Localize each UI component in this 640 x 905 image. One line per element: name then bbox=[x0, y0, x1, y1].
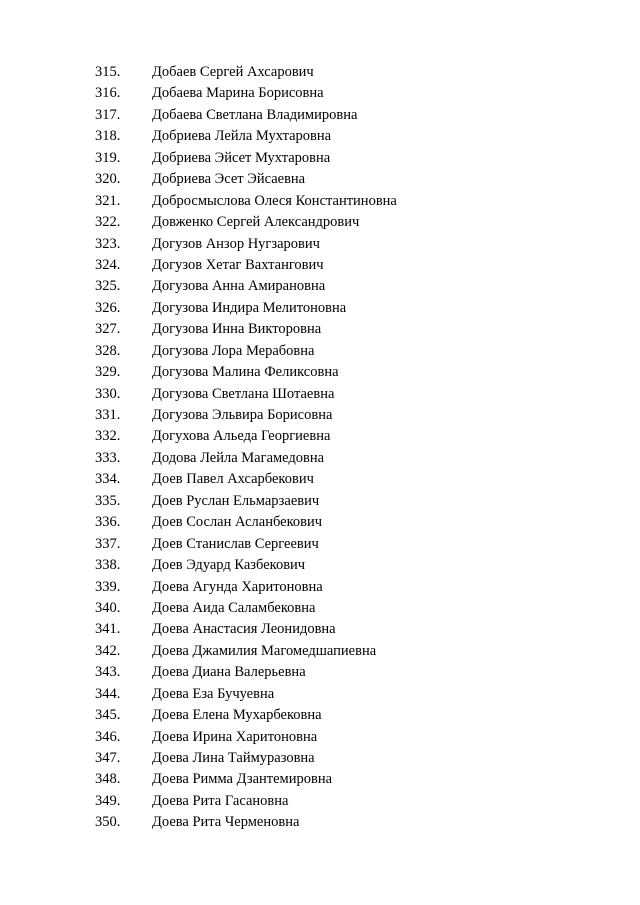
item-number: 318. bbox=[95, 128, 121, 145]
list-item bbox=[0, 791, 640, 812]
item-number: 332. bbox=[95, 428, 121, 445]
list-item bbox=[0, 727, 640, 748]
item-number: 345. bbox=[95, 707, 121, 724]
item-name: Добаева Марина Борисовна bbox=[152, 85, 324, 102]
list-item bbox=[0, 512, 640, 533]
item-name: Доева Агунда Харитоновна bbox=[152, 578, 323, 595]
item-name: Добросмыслова Олеся Константиновна bbox=[152, 192, 397, 209]
item-name: Добриева Эсет Эйсаевна bbox=[152, 171, 306, 188]
item-number: 346. bbox=[95, 728, 121, 745]
list-item bbox=[0, 469, 640, 490]
item-name: Доев Руслан Ельмарзаевич bbox=[152, 492, 320, 509]
item-name: Догузова Малина Феликсовна bbox=[152, 364, 339, 381]
list-item bbox=[0, 534, 640, 555]
item-name: Догузова Инна Викторовна bbox=[152, 321, 322, 338]
item-number: 321. bbox=[95, 192, 121, 209]
item-name: Доева Диана Валерьевна bbox=[152, 664, 306, 681]
item-name: Додова Лейла Магамедовна bbox=[152, 449, 325, 466]
item-name: Довженко Сергей Александрович bbox=[152, 214, 360, 231]
item-name: Добриева Лейла Мухтаровна bbox=[152, 128, 332, 145]
item-name: Догухова Альеда Георгиевна bbox=[152, 428, 331, 445]
list-item bbox=[0, 105, 640, 126]
item-number: 328. bbox=[95, 342, 121, 359]
list-item bbox=[0, 83, 640, 104]
item-number: 322. bbox=[95, 214, 121, 231]
item-number: 329. bbox=[95, 364, 121, 381]
item-number: 325. bbox=[95, 278, 121, 295]
item-number: 350. bbox=[95, 814, 121, 831]
item-name: Доев Сослан Асланбекович bbox=[152, 514, 323, 531]
list-item bbox=[0, 191, 640, 212]
list-item bbox=[0, 662, 640, 683]
list-item bbox=[0, 705, 640, 726]
item-number: 343. bbox=[95, 664, 121, 681]
item-number: 349. bbox=[95, 792, 121, 809]
list-item bbox=[0, 769, 640, 790]
list-item bbox=[0, 212, 640, 233]
list-item bbox=[0, 619, 640, 640]
item-number: 319. bbox=[95, 149, 121, 166]
list-item bbox=[0, 148, 640, 169]
item-number: 335. bbox=[95, 492, 121, 509]
item-number: 337. bbox=[95, 535, 121, 552]
item-number: 340. bbox=[95, 599, 121, 616]
list-item bbox=[0, 555, 640, 576]
list-item bbox=[0, 426, 640, 447]
item-number: 324. bbox=[95, 256, 121, 273]
list-item bbox=[0, 319, 640, 340]
item-name: Доева Ирина Харитоновна bbox=[152, 728, 318, 745]
list-item bbox=[0, 255, 640, 276]
item-name: Догузова Эльвира Борисовна bbox=[152, 407, 333, 423]
item-number: 341. bbox=[95, 621, 121, 638]
item-name: Добриева Эйсет Мухтаровна bbox=[152, 149, 331, 166]
list-item bbox=[0, 641, 640, 662]
item-name: Доева Рита Гасановна bbox=[152, 792, 289, 809]
item-name: Доев Павел Ахсарбекович bbox=[152, 471, 314, 488]
list-item bbox=[0, 169, 640, 190]
list-item bbox=[0, 598, 640, 619]
item-number: 336. bbox=[95, 514, 121, 531]
item-name: Добаева Светлана Владимировна bbox=[152, 106, 358, 123]
item-name: Догузов Хетаг Вахтангович bbox=[152, 256, 324, 273]
item-number: 315. bbox=[95, 64, 121, 80]
list-item bbox=[0, 362, 640, 383]
list-item bbox=[0, 341, 640, 362]
item-number: 338. bbox=[95, 557, 121, 574]
item-number: 330. bbox=[95, 385, 121, 402]
item-number: 317. bbox=[95, 106, 121, 123]
item-name: Доев Эдуард Казбекович bbox=[152, 557, 306, 574]
item-number: 348. bbox=[95, 771, 121, 788]
item-name: Догузова Светлана Шотаевна bbox=[152, 385, 335, 402]
list-item bbox=[0, 577, 640, 598]
item-number: 347. bbox=[95, 750, 121, 766]
item-name: Доева Елена Мухарбековна bbox=[152, 707, 322, 724]
name-list bbox=[0, 62, 640, 834]
item-number: 316. bbox=[95, 85, 121, 102]
list-item bbox=[0, 298, 640, 319]
list-item bbox=[0, 384, 640, 405]
list-item bbox=[0, 748, 640, 769]
item-number: 327. bbox=[95, 321, 121, 338]
list-item bbox=[0, 684, 640, 705]
item-name: Догузов Анзор Нугзарович bbox=[152, 235, 320, 252]
item-name: Доева Джамилия Магомедшапиевна bbox=[152, 642, 377, 659]
item-name: Добаев Сергей Ахсарович bbox=[152, 64, 314, 80]
item-name: Догузова Анна Амирановна bbox=[152, 278, 326, 295]
list-item bbox=[0, 62, 640, 83]
item-number: 344. bbox=[95, 685, 121, 702]
item-name: Доева Лина Таймуразовна bbox=[152, 750, 315, 766]
item-number: 331. bbox=[95, 407, 121, 423]
item-name: Догузова Индира Мелитоновна bbox=[152, 299, 347, 316]
item-number: 342. bbox=[95, 642, 121, 659]
list-item bbox=[0, 812, 640, 833]
item-name: Догузова Лора Мерабовна bbox=[152, 342, 315, 359]
list-item bbox=[0, 491, 640, 512]
list-item bbox=[0, 276, 640, 297]
item-number: 334. bbox=[95, 471, 121, 488]
item-name: Доева Римма Дзантемировна bbox=[152, 771, 333, 788]
item-number: 326. bbox=[95, 299, 121, 316]
item-number: 323. bbox=[95, 235, 121, 252]
item-name: Доева Анастасия Леонидовна bbox=[152, 621, 336, 638]
list-item bbox=[0, 126, 640, 147]
item-name: Доева Еза Бучуевна bbox=[152, 685, 275, 702]
item-name: Доев Станислав Сергеевич bbox=[152, 535, 319, 552]
item-name: Доева Аида Саламбековна bbox=[152, 599, 316, 616]
item-number: 339. bbox=[95, 578, 121, 595]
item-number: 320. bbox=[95, 171, 121, 188]
item-name: Доева Рита Черменовна bbox=[152, 814, 300, 831]
item-number: 333. bbox=[95, 449, 121, 466]
list-item bbox=[0, 405, 640, 426]
list-item bbox=[0, 448, 640, 469]
list-item bbox=[0, 234, 640, 255]
